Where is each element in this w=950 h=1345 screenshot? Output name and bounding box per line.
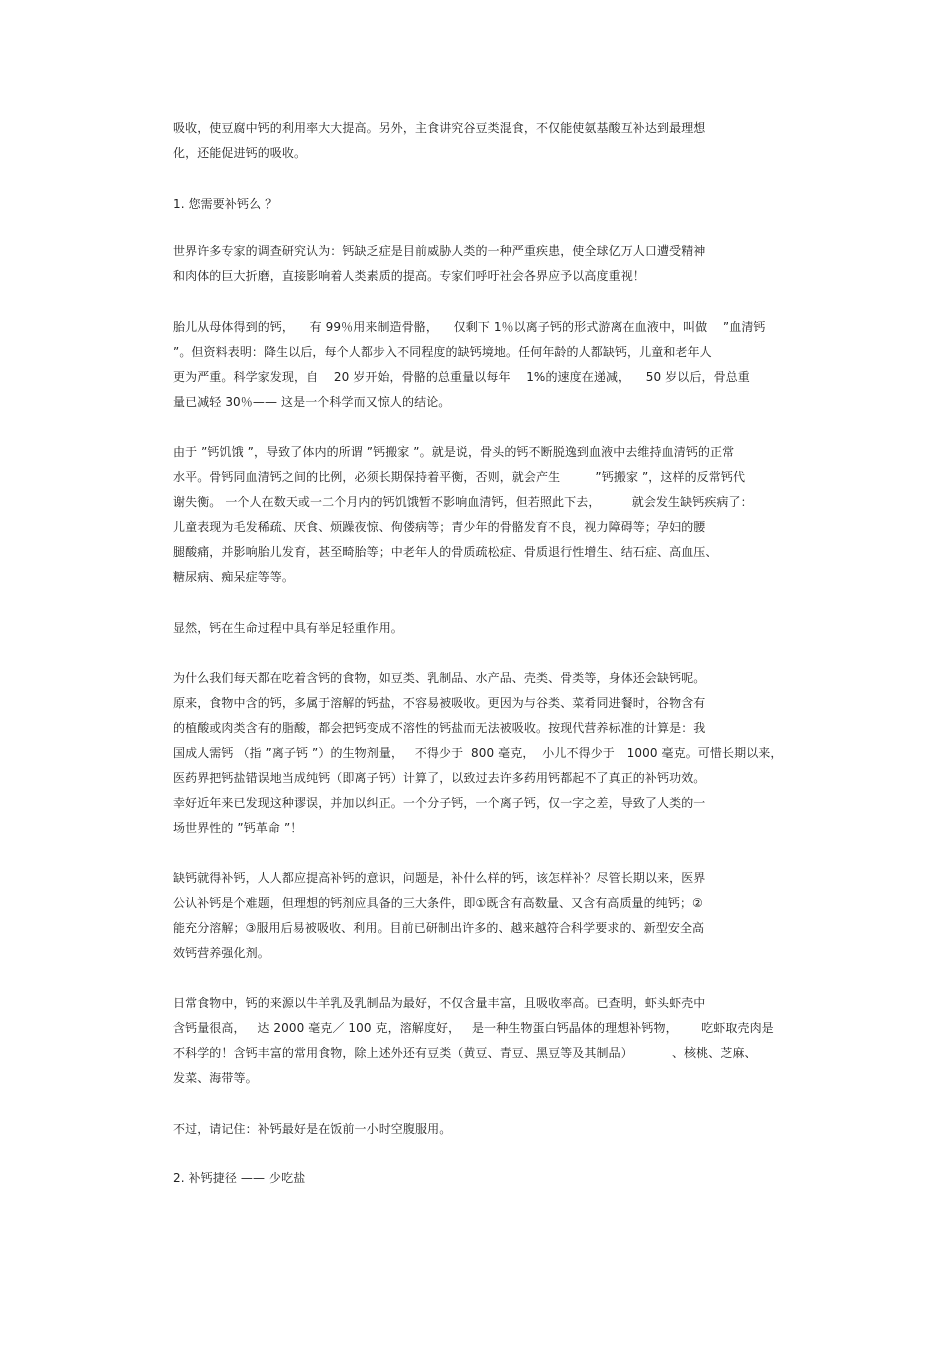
paragraph-line: 的植酸或肉类含有的脂酸，都会把钙变成不溶性的钙盐而无法被吸收。按现代营养标准的计算是：我	[173, 721, 706, 735]
paragraph-line: 为什么我们每天都在吃着含钙的食物，如豆类、乳制品、水产品、壳类、骨类等，身体还会缺钙呢。	[173, 671, 706, 685]
section-heading: 1. 您需要补钙么 ？	[173, 197, 278, 211]
paragraph-line: 儿童表现为毛发稀疏、厌食、烦躁夜惊、佝偻病等；青少年的骨骼发育不良，视力障碍等；孕妇的腰	[173, 520, 706, 534]
paragraph-line: 吸收，使豆腐中钙的利用率大大提高。另外，主食讲究谷豆类混食，不仅能使氨基酸互补达到最理想	[173, 121, 706, 135]
paragraph-line: 化，还能促进钙的吸收。	[173, 146, 307, 160]
paragraph-line: 和肉体的巨大折磨，直接影响着人类素质的提高。专家们呼吁社会各界应予以高度重视！	[173, 269, 645, 283]
paragraph-line: 发菜、海带等。	[173, 1071, 258, 1085]
paragraph-line: 缺钙就得补钙，人人都应提高补钙的意识，问题是，补什么样的钙，该怎样补？尽管长期以来，医界	[173, 871, 706, 885]
paragraph-line: 场世界性的 ”钙革命 ”！	[173, 821, 303, 835]
paragraph-line: 公认补钙是个难题，但理想的钙剂应具备的三大条件，即①既含有高数量、又含有高质量的纯钙；②	[173, 896, 703, 910]
paragraph-line: 不过，请记住：补钙最好是在饭前一小时空腹服用。	[173, 1122, 452, 1136]
paragraph-line: 水平。骨钙同血清钙之间的比例，必须长期保持着平衡，否则，就会产生 ”钙搬家 ”，这样的反常钙代	[173, 470, 746, 484]
paragraph-line: ”。但资料表明：降生以后，每个人都步入不同程度的缺钙境地。任何年龄的人都缺钙，儿童和老年人	[173, 345, 712, 359]
paragraph-line: 幸好近年来已发现这种谬误，并加以纠正。一个分子钙，一个离子钙，仅一字之差，导致了人类的一	[173, 796, 706, 810]
paragraph-line: 医药界把钙盐错误地当成纯钙（即离子钙）计算了，以致过去许多药用钙都起不了真正的补钙功效。	[173, 771, 706, 785]
paragraph-line: 国成人需钙 （指 ”离子钙 ”）的生物剂量， 不得少于 800 毫克， 小儿不得少于 1000 毫克。可惜长期以来，	[173, 746, 783, 760]
paragraph-line: 糖尿病、痴呆症等等。	[173, 570, 295, 584]
paragraph-line: 世界许多专家的调查研究认为：钙缺乏症是目前威胁人类的一种严重疾患，使全球亿万人口遭受精神	[173, 244, 706, 258]
paragraph-line: 原来，食物中含的钙，多属于溶解的钙盐，不容易被吸收。更因为与谷类、菜肴同进餐时，谷物含有	[173, 696, 706, 710]
paragraph-line: 由于 ”钙饥饿 ”，导致了体内的所谓 ”钙搬家 ”。就是说，骨头的钙不断脱逸到血液中去维持血清钙的正常	[173, 445, 735, 459]
paragraph-line: 不科学的！含钙丰富的常用食物，除上述外还有豆类（黄豆、青豆、黑豆等及其制品） 、核桃、芝麻、	[173, 1046, 757, 1060]
paragraph-line: 日常食物中，钙的来源以牛羊乳及乳制品为最好，不仅含量丰富，且吸收率高。已查明，虾头虾壳中	[173, 996, 706, 1010]
paragraph-line: 效钙营养强化剂。	[173, 946, 270, 960]
paragraph-line: 胎儿从母体得到的钙， 有 99％用来制造骨骼， 仅剩下 1％以离子钙的形式游离在血液中，叫做 ”血清钙	[173, 320, 766, 334]
paragraph-line: 显然，钙在生命过程中具有举足轻重作用。	[173, 621, 403, 635]
paragraph-line: 量已减轻 30％—— 这是一个科学而又惊人的结论。	[173, 395, 451, 409]
section-heading: 2. 补钙捷径 —— 少吃盐	[173, 1171, 306, 1185]
paragraph-line: 腿酸痛，并影响胎儿发育，甚至畸胎等；中老年人的骨质疏松症、骨质退行性增生、结石症、高血压、	[173, 545, 718, 559]
paragraph-line: 能充分溶解；③服用后易被吸收、利用。目前已研制出许多的、越来越符合科学要求的、新型安全高	[173, 921, 705, 935]
paragraph-line: 更为严重。科学家发现，自 20 岁开始，骨骼的总重量以每年 1%的速度在递减， 50 岁以后，骨总重	[173, 370, 750, 384]
paragraph-line: 谢失衡。 一个人在数天或一二个月内的钙饥饿暂不影响血清钙，但若照此下去， 就会发生缺钙疾病了：	[173, 495, 753, 509]
paragraph-line: 含钙量很高， 达 2000 毫克／ 100 克，溶解度好， 是一种生物蛋白钙晶体的理想补钙物， 吃虾取壳肉是	[173, 1021, 774, 1035]
